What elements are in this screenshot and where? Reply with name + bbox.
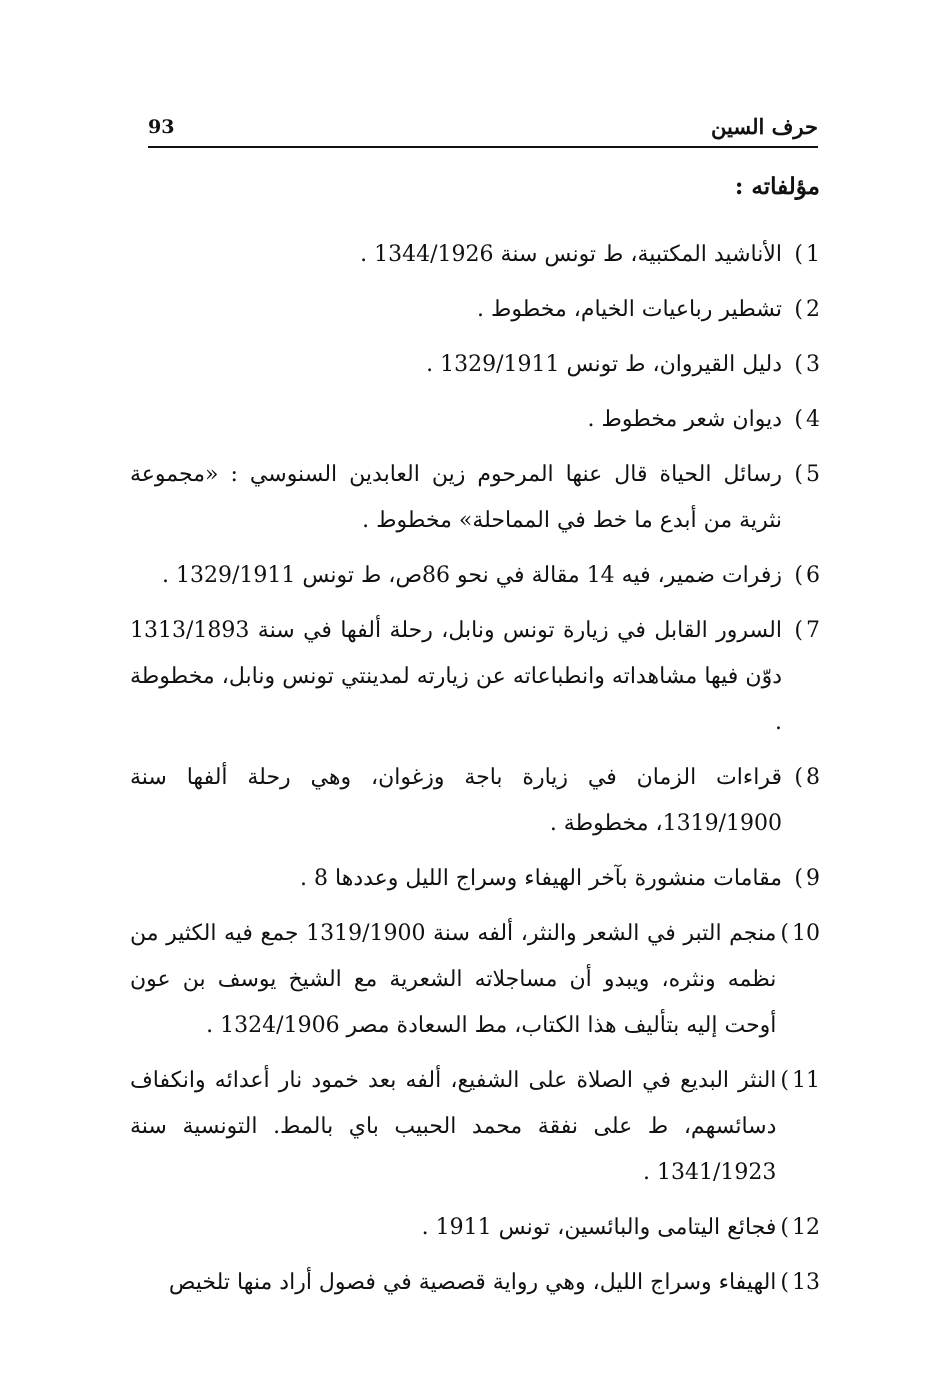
item-text: الهيفاء وسراج الليل، وهي رواية قصصية في فصول أراد منها تلخيص bbox=[168, 1270, 777, 1295]
item-number: 2 bbox=[806, 297, 820, 322]
item-number: 10 bbox=[792, 921, 820, 946]
item-text: رسائل الحياة قال عنها المرحوم زين العابدين السنوسي : «مجموعة نثرية من أبدع ما خط في المماحلة» مخطوط . bbox=[130, 462, 782, 533]
item-text: تشطير رباعيات الخيام، مخطوط . bbox=[477, 297, 782, 322]
item-number: 6 bbox=[806, 563, 820, 588]
item-number: 11 bbox=[792, 1068, 820, 1093]
page-header bbox=[148, 112, 818, 146]
list-item: 8) قراءات الزمان في زيارة باجة وزغوان، وهي رحلة ألفها سنة 1319/1900، مخطوطة . bbox=[130, 755, 820, 847]
item-number: 7 bbox=[806, 618, 820, 643]
section-title: مؤلفاته : bbox=[734, 173, 820, 200]
list-item: 13) الهيفاء وسراج الليل، وهي رواية قصصية في فصول أراد منها تلخيص bbox=[130, 1260, 820, 1306]
list-item: 3) دليل القيروان، ط تونس 1329/1911 . bbox=[130, 342, 820, 388]
item-text: فجائع اليتامى والبائسين، تونس 1911 . bbox=[421, 1215, 777, 1240]
item-number: 12 bbox=[792, 1215, 820, 1240]
item-number: 9 bbox=[806, 866, 820, 891]
item-text: منجم التبر في الشعر والنثر، ألفه سنة 1319/1900 جمع فيه الكثير من نظمه ونثره، ويبدو أن مساجلاته الشعرية مع الشيخ يوسف بن عون أوحت إليه بتأليف هذا الكتاب، مط السعادة مصر 1324/1906 . bbox=[130, 921, 777, 1038]
list-item: 6) زفرات ضمير، فيه 14 مقالة في نحو 86ص، ط تونس 1329/1911 . bbox=[130, 553, 820, 599]
item-number: 4 bbox=[806, 407, 820, 432]
item-text: النثر البديع في الصلاة على الشفيع، ألفه بعد خمود نار أعدائه وانكفاف دسائسهم، ط على نفقة محمد الحبيب باي بالمط. التونسية سنة 1341/1923 . bbox=[130, 1068, 777, 1185]
list-item: 12) فجائع اليتامى والبائسين، تونس 1911 . bbox=[130, 1205, 820, 1251]
list-item: 1) الأناشيد المكتبية، ط تونس سنة 1344/1926 . bbox=[130, 232, 820, 278]
item-number: 8 bbox=[806, 765, 820, 790]
list-item: 7) السرور القابل في زيارة تونس ونابل، رحلة ألفها في سنة 1313/1893 دوّن فيها مشاهداته وانطباعاته عن زيارته لمدينتي تونس ونابل، مخطوطة . bbox=[130, 608, 820, 746]
header-rule bbox=[148, 146, 818, 148]
item-text: السرور القابل في زيارة تونس ونابل، رحلة ألفها في سنة 1313/1893 دوّن فيها مشاهداته وانطباعاته عن زيارته لمدينتي تونس ونابل، مخطوطة . bbox=[130, 618, 782, 735]
item-text: الأناشيد المكتبية، ط تونس سنة 1344/1926 . bbox=[360, 242, 782, 267]
list-item: 9) مقامات منشورة بآخر الهيفاء وسراج الليل وعددها 8 . bbox=[130, 856, 820, 902]
works-list bbox=[130, 232, 820, 1315]
list-item: 10) منجم التبر في الشعر والنثر، ألفه سنة 1319/1900 جمع فيه الكثير من نظمه ونثره، ويبدو أن مساجلاته الشعرية مع الشيخ يوسف بن عون أوحت إليه بتأليف هذا الكتاب، مط السعادة مصر 1324/1906 . bbox=[130, 911, 820, 1049]
item-text: مقامات منشورة بآخر الهيفاء وسراج الليل وعددها 8 . bbox=[300, 866, 782, 891]
list-item: 11) النثر البديع في الصلاة على الشفيع، ألفه بعد خمود نار أعدائه وانكفاف دسائسهم، ط على نفقة محمد الحبيب باي بالمط. التونسية سنة 1341/1923 . bbox=[130, 1058, 820, 1196]
item-text: ديوان شعر مخطوط . bbox=[587, 407, 782, 432]
running-title: حرف السين bbox=[711, 114, 818, 139]
page-number: 93 bbox=[148, 116, 175, 138]
item-number: 1 bbox=[806, 242, 820, 267]
item-text: دليل القيروان، ط تونس 1329/1911 . bbox=[426, 352, 782, 377]
list-item: 4) ديوان شعر مخطوط . bbox=[130, 397, 820, 443]
item-text: قراءات الزمان في زيارة باجة وزغوان، وهي رحلة ألفها سنة 1319/1900، مخطوطة . bbox=[130, 765, 782, 836]
item-number: 3 bbox=[806, 352, 820, 377]
list-item: 2) تشطير رباعيات الخيام، مخطوط . bbox=[130, 287, 820, 333]
item-number: 5 bbox=[806, 462, 820, 487]
list-item: 5) رسائل الحياة قال عنها المرحوم زين العابدين السنوسي : «مجموعة نثرية من أبدع ما خط في المماحلة» مخطوط . bbox=[130, 452, 820, 544]
item-text: زفرات ضمير، فيه 14 مقالة في نحو 86ص، ط تونس 1329/1911 . bbox=[161, 563, 782, 588]
item-number: 13 bbox=[792, 1270, 820, 1295]
